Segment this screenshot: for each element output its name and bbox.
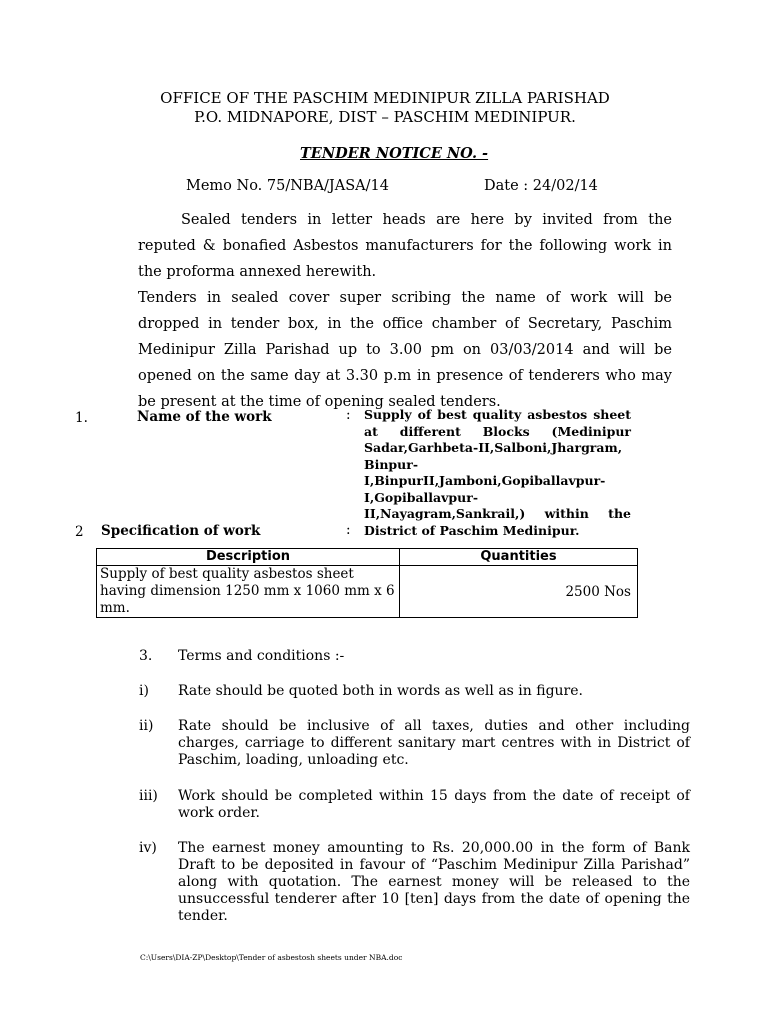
term-iii-number: iii)	[139, 788, 158, 804]
term-ii-number: ii)	[139, 718, 154, 734]
table-header-row	[97, 549, 638, 566]
table-row	[97, 566, 638, 618]
specification-table	[96, 548, 638, 618]
intro-paragraph-2: Tenders in sealed cover super scribing the name of work will be dropped in tender box, in the office chamber of Secretary, Paschim Medinipur Zilla Parishad up to 3.00 pm on 03/03/2014 and will be opened on the same day at 3.30 p.m in presence of tenderers who may be present at the time of opening sealed tenders.	[138, 290, 672, 410]
term-i-number: i)	[139, 683, 149, 699]
memo-number: Memo No. 75/NBA/JASA/14	[186, 178, 389, 194]
item-2-colon: :	[346, 522, 351, 538]
item-1-number: 1.	[75, 410, 88, 426]
notice-title: TENDER NOTICE NO. -	[300, 145, 489, 162]
table-header-quantities: Quantities	[400, 549, 638, 566]
item-1-colon: :	[346, 407, 351, 423]
intro-paragraph-1: Sealed tenders in letter heads are here by invited from the reputed & bonafied Asbestos manufacturers for the following work in the proforma annexed herewith.	[138, 212, 672, 280]
office-title: OFFICE OF THE PASCHIM MEDINIPUR ZILLA PARISHAD	[160, 89, 610, 107]
table-cell-description: Supply of best quality asbestos sheet having dimension 1250 mm x 1060 mm x 6 mm.	[97, 566, 400, 618]
table-cell-quantity: 2500 Nos	[400, 566, 638, 618]
office-address: P.O. MIDNAPORE, DIST – PASCHIM MEDINIPUR.	[194, 108, 576, 126]
item-1-work-description: Supply of best quality asbestos sheet at different Blocks (Medinipur Sadar,Garhbeta-II,Salboni,Jhargram, Binpur-I,BinpurII,Jamboni,Gopiballavpur-I,Gopiballavpur-II,Nayagram,Sankrail,) within the District of Paschim Medinipur.	[364, 407, 631, 538]
terms-heading: Terms and conditions :-	[178, 648, 345, 664]
table-header-description: Description	[97, 549, 400, 566]
term-iv-text: The earnest money amounting to Rs. 20,000.00 in the form of Bank Draft to be deposited in favour of “Paschim Medinipur Zilla Parishad” along with quotation. The earnest money will be released to the unsuccessful tenderer after 10 [ten] days from the date of opening the tender.	[178, 840, 690, 924]
memo-date: Date : 24/02/14	[484, 178, 598, 194]
term-iv-number: iv)	[139, 840, 157, 856]
item-2-label: Specification of work	[101, 523, 261, 539]
term-iii-text: Work should be completed within 15 days from the date of receipt of work order.	[178, 788, 690, 821]
term-ii-text: Rate should be inclusive of all taxes, duties and other including charges, carriage to different sanitary mart centres with in District of Paschim, loading, unloading etc.	[178, 718, 690, 768]
footer-file-path: C:\Users\DIA-ZP\Desktop\Tender of asbestosh sheets under NBA.doc	[140, 953, 403, 962]
terms-number: 3.	[139, 648, 153, 664]
item-2-number: 2	[75, 524, 84, 540]
item-1-label: Name of the work	[137, 409, 272, 425]
term-i-text: Rate should be quoted both in words as well as in figure.	[178, 683, 583, 699]
